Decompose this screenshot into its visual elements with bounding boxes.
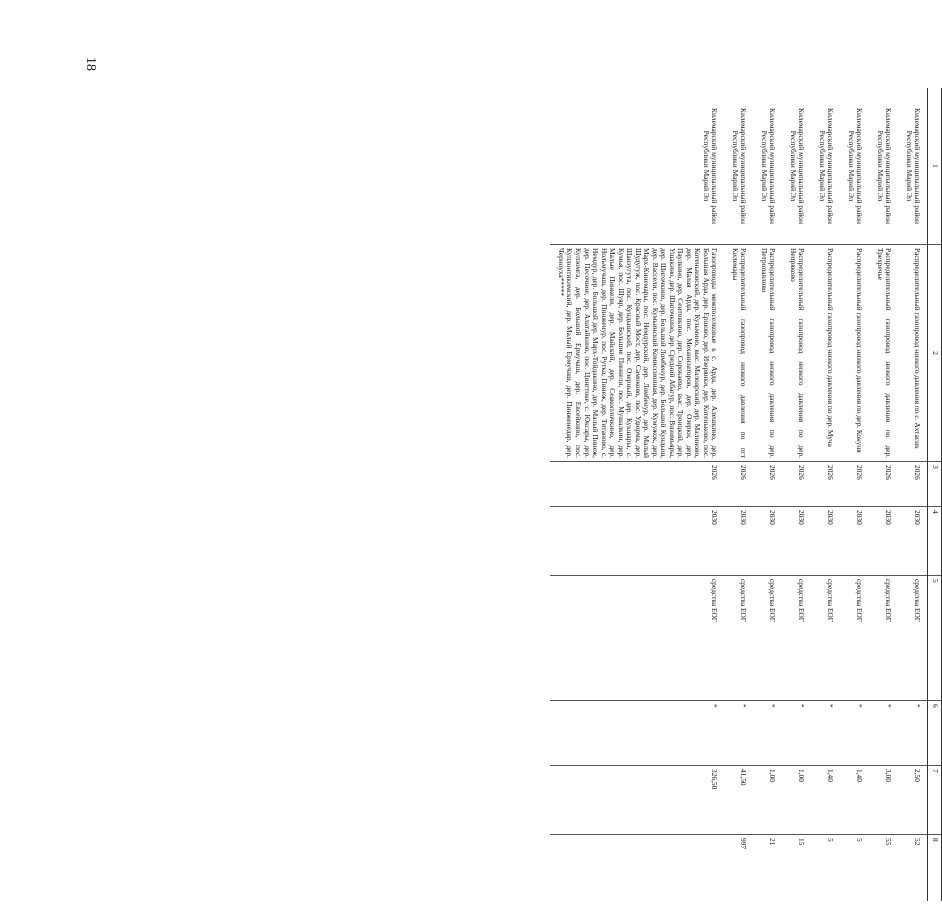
object-description-cell: Распределительный газопровод низкого давления по дер. Кокуня bbox=[840, 245, 869, 462]
municipality-cell: Килемарский муниципальный район Республики Марий Эл bbox=[788, 108, 807, 224]
municipality-cell: Килемарский муниципальный район Республики Марий Эл bbox=[904, 108, 923, 224]
object-description-cell: Распределительный газопровод низкого давления по дер. Муча bbox=[811, 245, 840, 462]
start-year-cell: 2026 bbox=[782, 462, 811, 507]
table-row bbox=[869, 88, 898, 901]
end-year-cell: 2030 bbox=[550, 507, 724, 576]
households-cell: 21 bbox=[753, 835, 782, 902]
object-description-cell: Распределительный газопровод низкого давления по дер. Петропавлово bbox=[753, 245, 782, 462]
end-year-cell: 2030 bbox=[840, 507, 869, 576]
note-mark-cell: * bbox=[753, 701, 782, 766]
municipality-cell: Килемарский муниципальный район Республики Марий Эл bbox=[846, 108, 865, 224]
end-year-cell: 2030 bbox=[811, 507, 840, 576]
funding-source-cell: средства ЕОГ bbox=[869, 576, 898, 701]
length-cell: 41,50 bbox=[724, 766, 753, 835]
households-cell: 5 bbox=[840, 835, 869, 902]
end-year-cell: 2030 bbox=[753, 507, 782, 576]
households-cell: 5 bbox=[811, 835, 840, 902]
table-row bbox=[840, 88, 869, 901]
object-description-cell: Распределительный газопровод низкого давления по пгт Килемары bbox=[724, 245, 753, 462]
table-row bbox=[898, 88, 928, 901]
start-year-cell: 2026 bbox=[550, 462, 724, 507]
funding-source-cell: средства ЕОГ bbox=[811, 576, 840, 701]
start-year-cell: 2026 bbox=[869, 462, 898, 507]
note-mark-cell: * bbox=[869, 701, 898, 766]
note-mark-cell: * bbox=[782, 701, 811, 766]
households-cell: 55 bbox=[869, 835, 898, 902]
column-number: 8 bbox=[928, 835, 942, 902]
funding-source-cell: средства ЕОГ bbox=[724, 576, 753, 701]
object-description-cell: Распределительный газопровод низкого давления по дер. Трехречье bbox=[869, 245, 898, 462]
municipality-cell: Килемарский муниципальный район Республики Марий Эл bbox=[875, 108, 894, 224]
start-year-cell: 2026 bbox=[898, 462, 928, 507]
note-mark-cell: * bbox=[811, 701, 840, 766]
households-cell: 997 bbox=[724, 835, 753, 902]
length-cell: 3,00 bbox=[869, 766, 898, 835]
length-cell: 1,00 bbox=[782, 766, 811, 835]
object-description-cell: Распределительный газопровод низкого давления по с. Ахтасик bbox=[898, 245, 928, 462]
table-row bbox=[753, 88, 782, 901]
municipality-cell: Килемарский муниципальный район Республики Марий Эл bbox=[701, 108, 720, 224]
table-row bbox=[724, 88, 753, 901]
page-number: 18 bbox=[83, 57, 98, 71]
column-number: 1 bbox=[928, 88, 942, 245]
column-number: 5 bbox=[928, 576, 942, 701]
municipality-cell: Килемарский муниципальный район Республики Марий Эл bbox=[817, 108, 836, 224]
funding-source-cell: средства ЕОГ bbox=[898, 576, 928, 701]
funding-source-cell: средства ЕОГ bbox=[782, 576, 811, 701]
length-cell: 1,40 bbox=[840, 766, 869, 835]
table-row bbox=[782, 88, 811, 901]
start-year-cell: 2026 bbox=[724, 462, 753, 507]
end-year-cell: 2030 bbox=[869, 507, 898, 576]
funding-source-cell: средства ЕОГ bbox=[753, 576, 782, 701]
column-number: 2 bbox=[928, 245, 942, 462]
note-mark-cell: * bbox=[724, 701, 753, 766]
column-number: 3 bbox=[928, 462, 942, 507]
households-cell: 52 bbox=[898, 835, 928, 902]
end-year-cell: 2030 bbox=[782, 507, 811, 576]
gasification-table bbox=[550, 88, 942, 901]
funding-source-cell: средства ЕОГ bbox=[550, 576, 724, 701]
note-mark-cell: * bbox=[550, 701, 724, 766]
length-cell: 326,50 bbox=[550, 766, 724, 835]
object-description-cell: Газопроводы межпоселковые к с. Арда, дер. Алешкино, дер. Большая Арда, дер. Ершово, дер. Изерянки, дер. Котеньково, пос. Котеньковский, дер. Кузьмино, выс. Малоарский, дер. Малиново, дер. Малая Арда, пос. Механизаторов, дер. Озерки, дер. Паулкино, дер. Сеитовкино, дер. Сорокаево, выс. Троицкий, дер. Ушакино, дер. Шигочкино, дер. Средний Абагур, пос. Визимьяры, дер. Шигочкино, дер. Большой Ломбенур, дер. Большой Кундыш, дер. Вассели, пос. Кумьинский Комиссионная, дер. Кумужок, дер. Марх-Кинемары, пос. Немдурский, дер. Ломбенур, дер. Малый Шудугуж, пос. Красный Мост, дер. Самоково, пос. Удюрма, дер. Шанзугута, пос. Кундышский, пос. Озерный, дер. Кукшары, с. Кумья, пос. Шуяр, дер. Большие Пинкели, пос. Мушалкин, дер. Малые Пинкели, дер. Майский, дер. Сеакоплочкино, дер. Нольмучаш, дер. Пинженур, пос. Рутка, Пинеж, дер. Титаново, с. Немдур, дер. Большой дер. Марх-Тойдакино, дер. Малый Пинеж, дер. Песочное, дер. Алатайкино, пос. Цингтоке, с. Юксары, дер. Купзомга, дер. Большой Ермучаш, дер. Евсейкино, пос. Куплонтикимский, дер. Малый Ермучаш, дер. Пинженедар, дер. Черноуха***** bbox=[550, 245, 724, 462]
start-year-cell: 2026 bbox=[753, 462, 782, 507]
table-row bbox=[550, 88, 724, 901]
municipality-cell: Килемарский муниципальный район Республики Марий Эл bbox=[759, 108, 778, 224]
households-cell bbox=[550, 835, 724, 902]
object-description-cell: Распределительный газопровод низкого давления по дер. Непряково bbox=[782, 245, 811, 462]
municipality-cell: Килемарский муниципальный район Республики Марий Эл bbox=[730, 108, 749, 224]
end-year-cell: 2030 bbox=[724, 507, 753, 576]
length-cell: 1,00 bbox=[753, 766, 782, 835]
rotated-sheet bbox=[532, 88, 942, 878]
column-number-row bbox=[928, 88, 942, 901]
table-row bbox=[811, 88, 840, 901]
households-cell: 15 bbox=[782, 835, 811, 902]
column-number: 6 bbox=[928, 701, 942, 766]
length-cell: 1,40 bbox=[811, 766, 840, 835]
start-year-cell: 2026 bbox=[811, 462, 840, 507]
funding-source-cell: средства ЕОГ bbox=[840, 576, 869, 701]
column-number: 7 bbox=[928, 766, 942, 835]
length-cell: 2,50 bbox=[898, 766, 928, 835]
note-mark-cell: * bbox=[840, 701, 869, 766]
note-mark-cell: * bbox=[898, 701, 928, 766]
end-year-cell: 2030 bbox=[898, 507, 928, 576]
start-year-cell: 2026 bbox=[840, 462, 869, 507]
column-number: 4 bbox=[928, 507, 942, 576]
